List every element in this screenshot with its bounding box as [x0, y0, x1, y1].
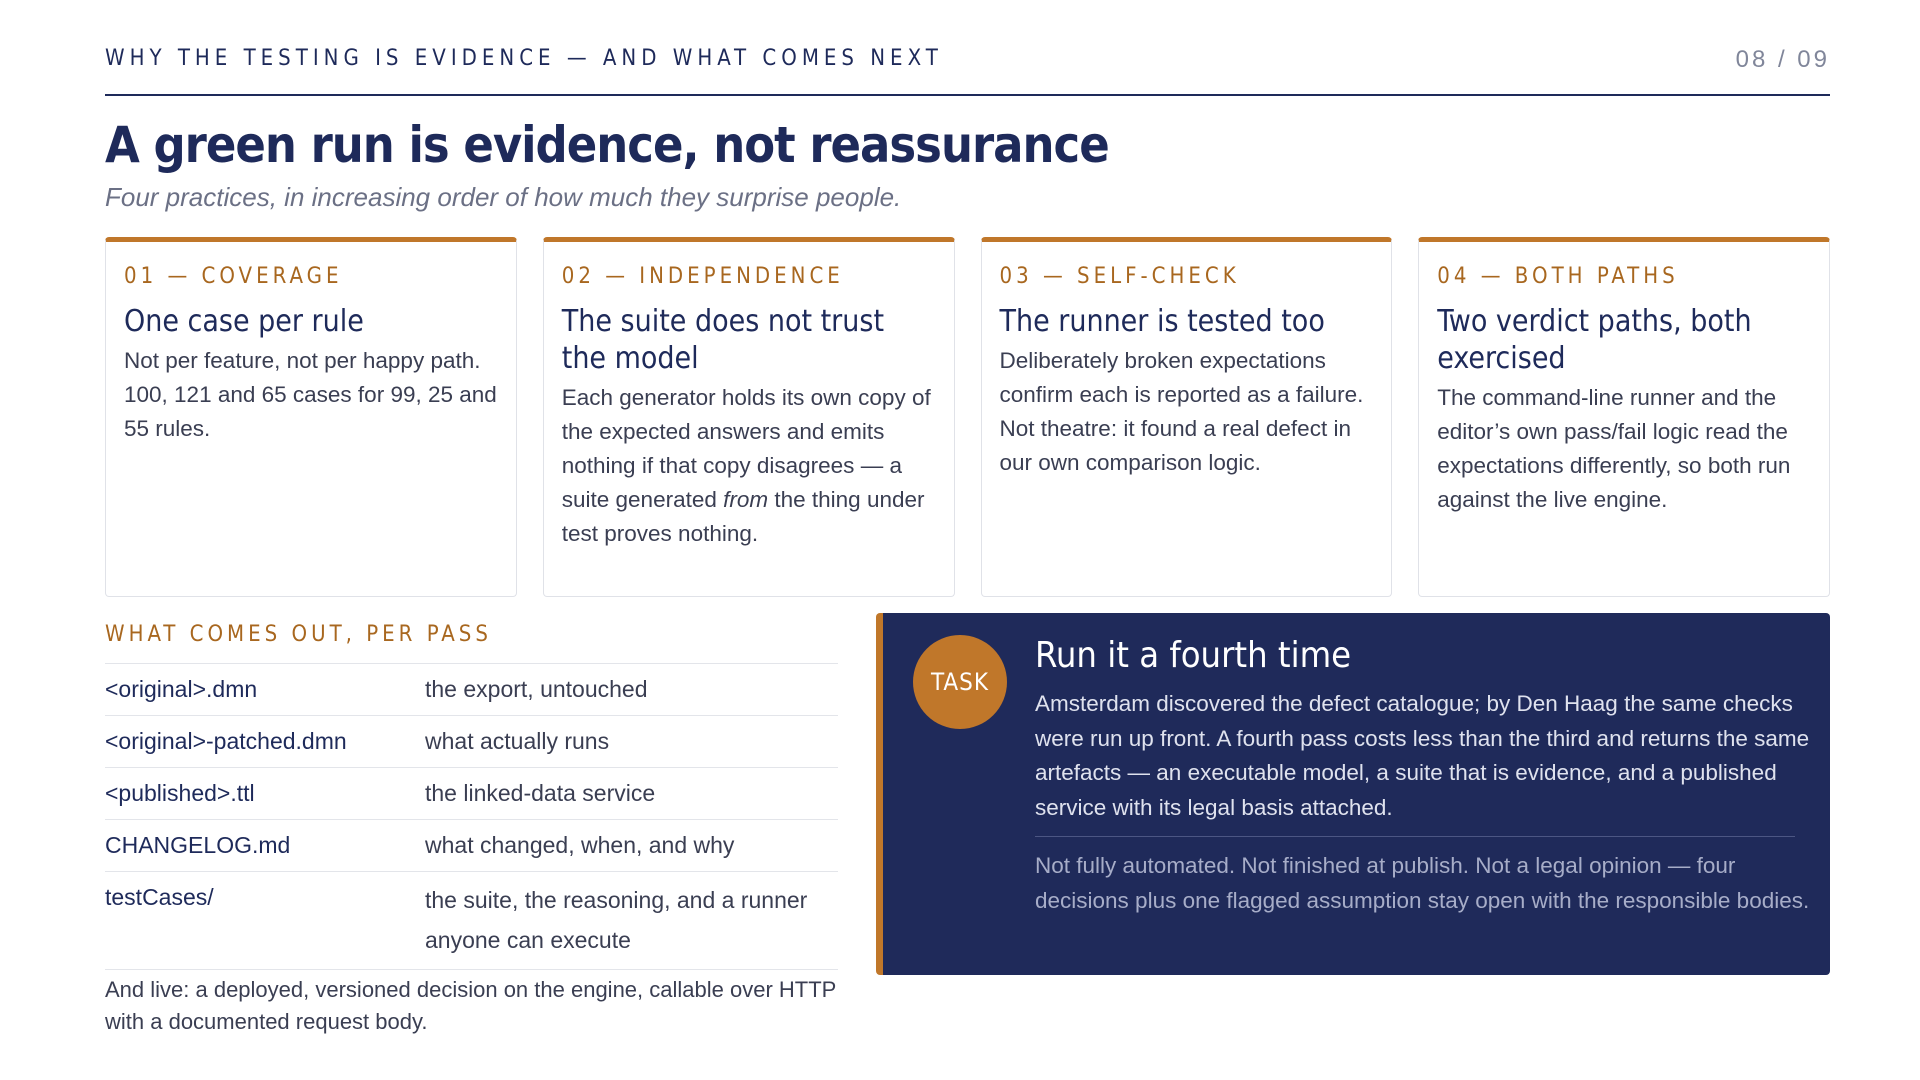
card-body-text: Each generator holds its own copy of the expected answers and emits nothing if that copy disagrees — a suite generated: [561, 385, 931, 512]
card-kicker: 01 — COVERAGE: [124, 264, 343, 289]
table-row: [105, 664, 838, 716]
card-title: The runner is tested too: [999, 304, 1325, 339]
output-description: the suite, the reasoning, and a runner anyone can execute: [425, 887, 808, 953]
practice-cards: [105, 237, 1830, 597]
task-body: Amsterdam discovered the defect catalogue; by Den Haag the same checks were run up front. A fourth pass costs less than the third and returns the same artefacts — an executable model, a suite that is evidence, and a published service with its legal basis attached.: [1035, 691, 1810, 820]
card-kicker: 03 — SELF-CHECK: [999, 264, 1240, 289]
card-body: Not per feature, not per happy path. 100, 121 and 65 cases for 99, 25 and 55 rules.: [124, 348, 497, 441]
output-name: CHANGELOG.md: [105, 832, 291, 858]
output-name: <original>-patched.dmn: [105, 728, 347, 754]
page-subtitle: Four practices, in increasing order of how much they surprise people.: [105, 182, 902, 212]
card-body: Deliberately broken expectations confirm each is reported as a failure. Not theatre: it found a real defect in our own comparison logic.: [999, 348, 1364, 475]
card-body-emphasis: from: [723, 487, 769, 512]
card-body-text: the thing under test proves nothing.: [561, 487, 925, 546]
page-title: A green run is evidence, not reassurance: [105, 116, 1109, 174]
card-coverage: [105, 237, 517, 597]
card-body: The command-line runner and the editor’s own pass/fail logic read the expectations differently, so both run against the live engine.: [1437, 385, 1791, 512]
card-self-check: [981, 237, 1393, 597]
output-name: testCases/: [105, 884, 214, 910]
live-note: And live: a deployed, versioned decision on the engine, callable over HTTP with a documented request body.: [105, 977, 836, 1034]
outputs-kicker: WHAT COMES OUT, PER PASS: [105, 622, 492, 647]
card-both-paths: [1418, 237, 1830, 597]
card-body: [562, 381, 936, 551]
table-row: [105, 820, 838, 872]
output-description: what actually runs: [425, 728, 610, 754]
task-badge: TASK: [913, 635, 1007, 729]
output-description: what changed, when, and why: [425, 832, 735, 858]
section-kicker: WHY THE TESTING IS EVIDENCE — AND WHAT COMES NEXT: [105, 46, 943, 71]
task-footnote: Not fully automated. Not finished at publish. Not a legal opinion — four decisions plus one flagged assumption stay open with the responsible bodies.: [1035, 853, 1810, 913]
table-row: [105, 716, 838, 768]
divider: [1035, 836, 1795, 837]
output-name: <published>.ttl: [105, 780, 255, 806]
task-panel: [876, 613, 1830, 975]
card-title: One case per rule: [124, 304, 364, 339]
outputs-table: [105, 663, 838, 970]
card-kicker: 04 — BOTH PATHS: [1437, 264, 1679, 289]
card-title: Two verdict paths, both exercised: [1437, 304, 1752, 376]
output-name: <original>.dmn: [105, 676, 258, 702]
table-row: [105, 768, 838, 820]
task-title: Run it a fourth time: [1035, 635, 1352, 676]
card-title: The suite does not trust the model: [561, 304, 885, 376]
slide-header: [105, 46, 1830, 96]
output-description: the export, untouched: [425, 676, 648, 702]
page-number: 08 / 09: [1735, 46, 1830, 73]
table-row: [105, 872, 838, 970]
card-independence: [543, 237, 955, 597]
card-kicker: 02 — INDEPENDENCE: [561, 264, 844, 289]
output-description: the linked-data service: [425, 780, 656, 806]
